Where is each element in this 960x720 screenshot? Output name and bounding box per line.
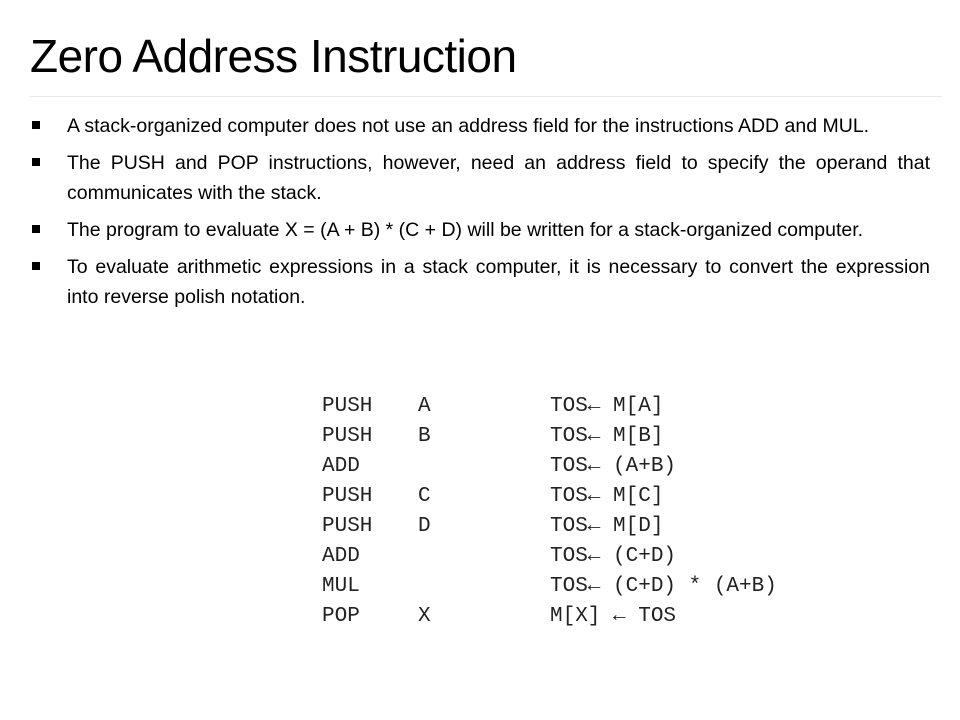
instruction-opcode: POP (322, 605, 360, 628)
bullet-text: A stack-organized computer does not use an address field for the instructions ADD and MUL. (67, 115, 870, 137)
square-bullet-icon (32, 262, 40, 270)
bullet-item (30, 111, 930, 141)
instruction-effect: TOS← (A+B) (550, 455, 677, 478)
instruction-effect: TOS← (C+D) (550, 545, 677, 568)
bullet-item (30, 252, 930, 312)
square-bullet-icon (32, 225, 40, 233)
instruction-effect: TOS← M[C] (550, 485, 664, 508)
bullet-text: The PUSH and POP instructions, however, need an address field to specify the operand that communicates with the stack. (67, 152, 930, 204)
bullet-item (30, 148, 930, 208)
instruction-effect: TOS← M[B] (550, 425, 664, 448)
bullet-text: To evaluate arithmetic expressions in a stack computer, it is necessary to convert the expression into reverse polish notation. (67, 256, 930, 308)
program-row (322, 392, 842, 422)
program-row (322, 542, 842, 572)
program-row (322, 512, 842, 542)
program-row (322, 602, 842, 632)
square-bullet-icon (32, 158, 40, 166)
instruction-opcode: PUSH (322, 485, 373, 508)
instruction-opcode: ADD (322, 545, 360, 568)
instruction-opcode: MUL (322, 575, 360, 598)
bullet-list (30, 111, 930, 319)
program-row (322, 572, 842, 602)
program-row (322, 482, 842, 512)
title-divider (30, 96, 942, 97)
instruction-opcode: PUSH (322, 425, 373, 448)
bullet-item (30, 215, 930, 245)
square-bullet-icon (32, 121, 40, 129)
instruction-operand: A (418, 395, 431, 418)
stack-program-listing (322, 392, 842, 632)
slide-title: Zero Address Instruction (30, 30, 517, 82)
instruction-effect: TOS← M[D] (550, 515, 664, 538)
instruction-opcode: PUSH (322, 395, 373, 418)
instruction-opcode: PUSH (322, 515, 373, 538)
program-row (322, 422, 842, 452)
instruction-effect: TOS← (C+D) * (A+B) (550, 575, 777, 598)
instruction-operand: B (418, 425, 431, 448)
bullet-text: The program to evaluate X = (A + B) * (C + D) will be written for a stack-organized computer. (67, 219, 864, 241)
program-row (322, 452, 842, 482)
instruction-effect: M[X] ← TOS (550, 605, 677, 628)
instruction-operand: X (418, 605, 431, 628)
instruction-effect: TOS← M[A] (550, 395, 664, 418)
instruction-operand: C (418, 485, 431, 508)
instruction-operand: D (418, 515, 431, 538)
instruction-opcode: ADD (322, 455, 360, 478)
